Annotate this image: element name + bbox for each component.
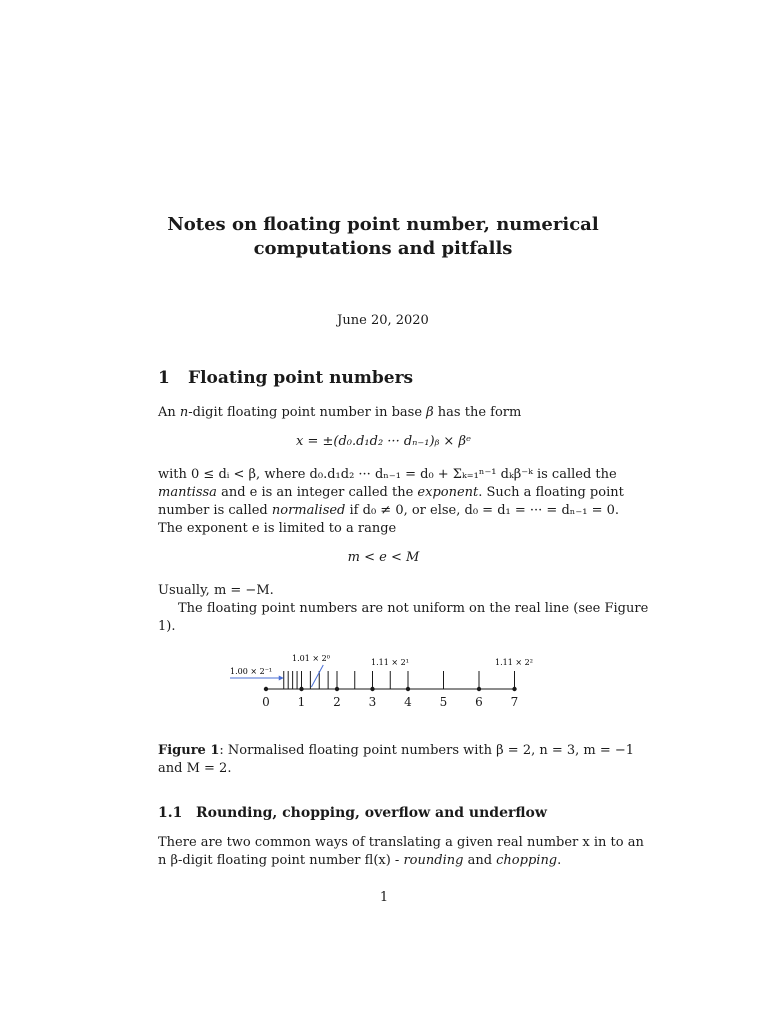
subsection-number: 1.1	[158, 805, 183, 821]
rounding-line-2	[158, 852, 609, 870]
usually-paragraph: Usually, m = −M.	[158, 583, 274, 598]
figure-number-line	[220, 645, 540, 735]
title-line-2: computations and pitfalls	[253, 238, 513, 259]
subsection-heading	[158, 805, 547, 821]
term-normalised: normalised	[271, 503, 346, 518]
intro-var-n: n	[179, 405, 189, 420]
tick-label: 5	[439, 695, 448, 709]
intro-paragraph	[158, 404, 609, 422]
axis-dot	[477, 687, 481, 691]
axis-dot	[335, 687, 339, 691]
caption-text-1: : Normalised floating point numbers with β = 2, n = 3, m = −1	[219, 743, 635, 758]
tick-label: 1	[297, 695, 306, 709]
term-mantissa: mantissa	[158, 485, 217, 500]
rounding-line-1: There are two common ways of translating a given real number x in to an	[158, 835, 644, 850]
section-title: Floating point numbers	[188, 368, 414, 388]
definition-line-4: The exponent e is limited to a range	[158, 521, 397, 536]
definition-text-d: . Such a floating point	[478, 485, 624, 500]
tick-label: 0	[262, 695, 270, 709]
caption-line-1	[158, 742, 635, 760]
annotation-arrow	[311, 665, 323, 687]
figure-annotation-2: 1.01 × 2⁰	[292, 654, 330, 663]
intro-text-c: has the form	[433, 405, 522, 420]
page-number: 1	[379, 890, 389, 905]
figure-annotation-3: 1.11 × 2¹	[371, 658, 409, 667]
section-heading	[158, 368, 413, 388]
intro-text-b: -digit floating point number in base	[188, 405, 427, 420]
rounding-text-a: n β-digit floating point number fl(x) -	[158, 853, 404, 868]
axis-dot	[370, 687, 374, 691]
equation-exponent-range: m < e < M	[347, 550, 420, 565]
equation-floating-form: x = ±(d₀.d₁d₂ ··· dₙ₋₁)ᵦ × βᵉ	[295, 434, 472, 449]
axis-dot	[299, 687, 303, 691]
definition-line-1: with 0 ≤ dᵢ < β, where d₀.d₁d₂ ··· dₙ₋₁ = d₀ + Σₖ₌₁ⁿ⁻¹ dₖβ⁻ᵏ is called the	[158, 467, 617, 482]
definition-text-b: and e is an integer called the	[216, 485, 418, 500]
uniformity-paragraph	[158, 600, 649, 636]
uniformity-line-2: 1).	[158, 619, 176, 634]
term-exponent: exponent	[417, 485, 479, 500]
annotation-arrowhead	[279, 676, 284, 681]
term-rounding: rounding	[403, 853, 464, 868]
rounding-text-c: and	[463, 853, 497, 868]
axis-dot	[264, 687, 268, 691]
tick-label: 2	[333, 695, 341, 709]
definition-line-2	[158, 484, 624, 502]
section-number: 1	[158, 368, 170, 388]
tick-label: 3	[368, 695, 377, 709]
intro-var-beta: β	[426, 405, 434, 420]
figure-caption	[158, 742, 635, 778]
subsection-title: Rounding, chopping, overflow and underflow	[196, 805, 547, 821]
tick-label: 7	[510, 695, 519, 709]
intro-text-a: An	[158, 405, 180, 420]
tick-label: 6	[475, 695, 483, 709]
axis-dot	[406, 687, 410, 691]
definition-text-3a: number is called	[158, 503, 272, 518]
caption-label: Figure 1	[158, 743, 220, 758]
document-date: June 20, 2020	[337, 313, 429, 328]
definition-line-3	[158, 502, 620, 520]
axis-dot	[512, 687, 516, 691]
document-title	[158, 213, 608, 261]
figure-annotation-1: 1.00 × 2⁻¹	[230, 667, 273, 676]
title-line-1: Notes on floating point number, numerical	[167, 214, 599, 235]
definition-paragraph	[158, 466, 624, 538]
uniformity-line-1: The floating point numbers are not uniform on the real line (see Figure	[178, 601, 649, 616]
tick-label: 4	[404, 695, 412, 709]
term-chopping: chopping	[496, 853, 558, 868]
caption-line-2: and M = 2.	[158, 761, 232, 776]
definition-text-3c: if d₀ ≠ 0, or else, d₀ = d₁ = ··· = dₙ₋₁ = 0.	[345, 503, 620, 518]
rounding-text-e: .	[557, 853, 562, 868]
rounding-paragraph	[158, 834, 644, 870]
figure-annotation-4: 1.11 × 2²	[495, 658, 533, 667]
